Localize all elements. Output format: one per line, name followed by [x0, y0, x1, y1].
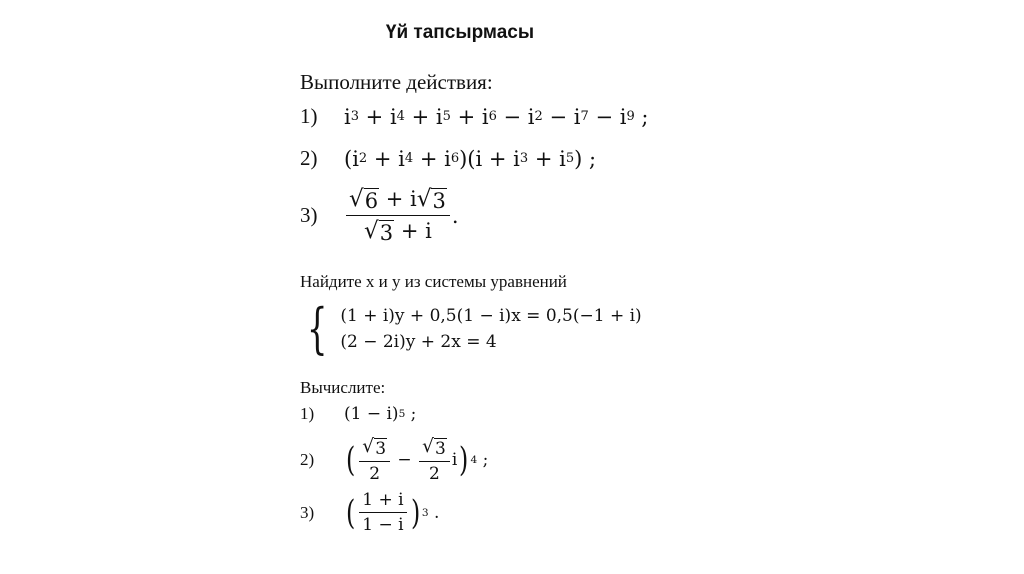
punctuation: . — [451, 203, 459, 228]
exercise-3 — [300, 186, 459, 245]
math-expression: ( √ 3 2 − √ 3 2 i ) 4 ; — [345, 436, 489, 484]
brace-symbol: { — [306, 297, 328, 360]
math-expression: ( $\frac{1 + i}{1 - i}$ ) 3 . — [345, 490, 440, 535]
equation-1: (1 + i)y + 0,5(1 − i)x = 0,5(−1 + i) — [340, 306, 642, 326]
equation-system — [300, 297, 642, 360]
page-title: Үй тапсырмасы — [385, 22, 535, 43]
exercise-1 — [300, 104, 648, 129]
compute-3 — [300, 490, 439, 535]
section-heading: Выполните действия: — [300, 70, 493, 94]
math-expression — [344, 186, 459, 245]
exercise-2 — [300, 146, 596, 171]
equation-2: (2 − 2i)y + 2x = 4 — [340, 332, 497, 352]
item-number: 3) — [300, 203, 318, 227]
compute-1 — [300, 404, 416, 424]
fraction: √ 6 + i √ 3 √ 3 + i — [346, 186, 450, 245]
section-heading: Вычислите: — [300, 378, 386, 397]
item-number: 1) — [300, 404, 315, 423]
math-expression: i 3 + i 4 + i 5 + i 6 − i 2 − i 7 − i 9 ; — [344, 104, 649, 129]
compute-2 — [300, 436, 488, 484]
item-number: 2) — [300, 450, 315, 469]
item-number: 3) — [300, 502, 315, 522]
item-number: 2) — [300, 146, 318, 170]
math-expression: (i 2 + i 4 + i 6 )(i + i 3 + i 5 ) ; — [344, 146, 597, 171]
section-heading: Найдите x и y из системы уравнений — [300, 272, 567, 291]
item-number: 1) — [300, 104, 318, 128]
math-expression: (1 − i) 5 ; — [344, 404, 417, 424]
